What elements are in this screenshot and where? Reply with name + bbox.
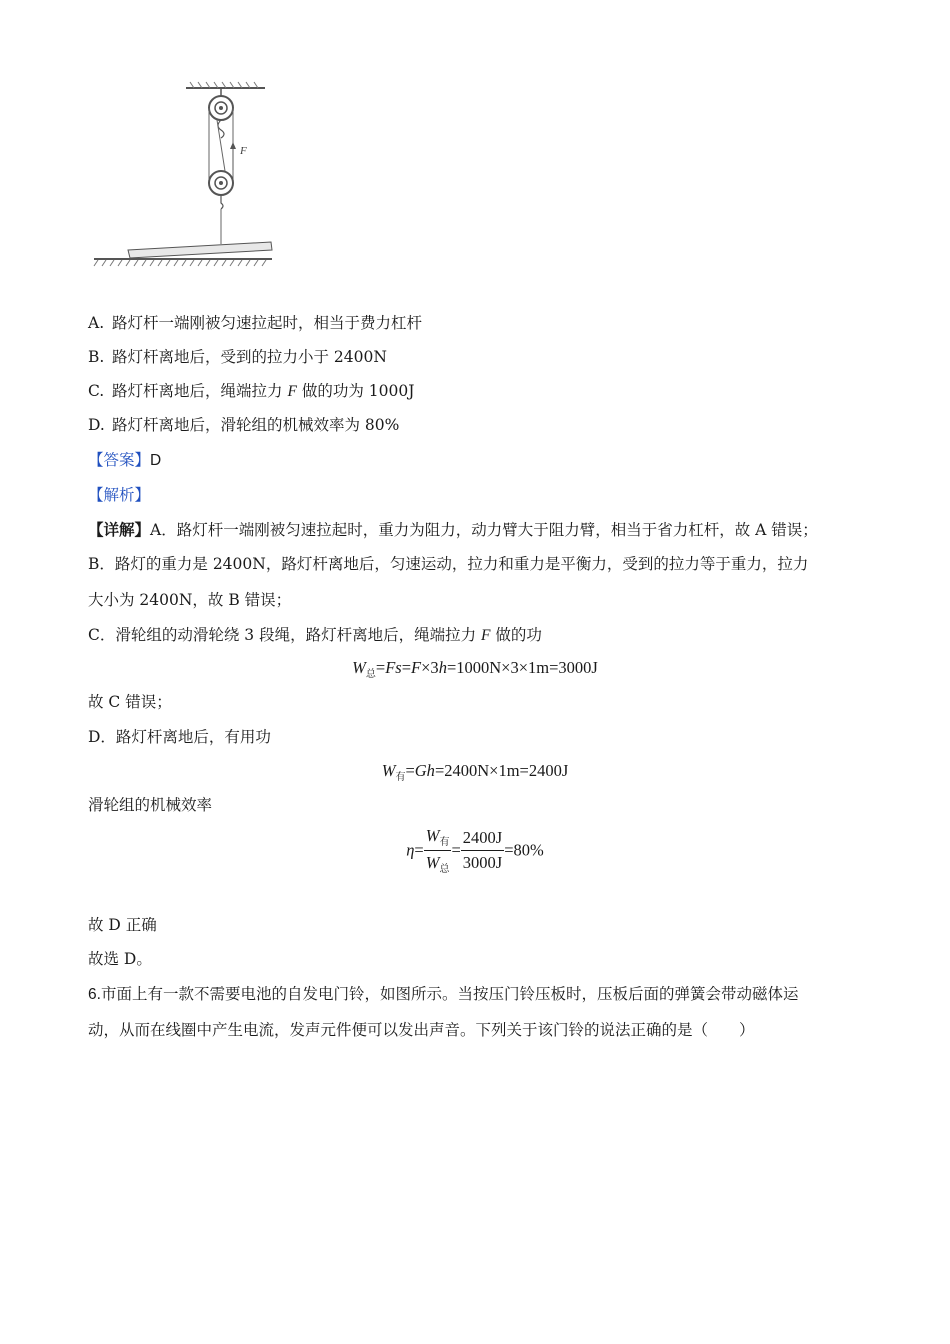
efficiency-label-line	[88, 795, 212, 815]
eq-result: =80%	[504, 840, 544, 860]
answer-line	[88, 450, 161, 471]
option-letter: C.	[88, 382, 105, 400]
efficiency-label: 滑轮组的机械效率	[88, 796, 213, 814]
option-text: 路灯杆离地后，滑轮组的机械效率为 80%	[112, 416, 400, 434]
option-d	[88, 415, 399, 435]
eq-symbol: Gh	[414, 761, 435, 780]
detail-a-line	[88, 520, 818, 540]
option-text: 路灯杆一端刚被匀速拉起时，相当于费力杠杆	[112, 314, 423, 332]
question-6-line2	[88, 1020, 755, 1040]
detail-b-line1	[88, 554, 808, 574]
eq-symbol: W	[352, 658, 366, 677]
fraction-w	[424, 826, 452, 875]
final-answer-line	[88, 949, 152, 969]
equation-useful-work	[0, 761, 950, 788]
force-arrow	[230, 142, 236, 170]
detail-b-text-1: B．路灯的重力是 2400N，路灯杆离地后，匀速运动，拉力和重力是平衡力，受到的拉力等于重力，拉力	[88, 555, 809, 573]
question-text: 市面上有一款不需要电池的自发电门铃，如图所示。当按压门铃压板时，压板后面的弹簧会带动磁体运	[100, 985, 799, 1003]
eq-eta-symbol: η	[406, 840, 415, 860]
eq-text: ×3	[421, 658, 439, 677]
answer-label: 【答案】	[88, 451, 151, 469]
eq-text: =1000N×3×1m=3000J	[446, 658, 598, 677]
ground-hatch	[94, 260, 266, 266]
analysis-label-text: 【解析】	[88, 486, 151, 504]
eq-subscript: 有	[395, 772, 406, 783]
fraction-numerator-value: 2400J	[462, 828, 503, 847]
option-letter: A.	[88, 314, 105, 332]
fraction-denominator-value: 3000J	[461, 850, 504, 873]
eq-text: =	[375, 658, 386, 677]
detail-b-line2	[88, 590, 291, 610]
eq-symbol: F	[411, 658, 422, 677]
analysis-label	[88, 485, 150, 505]
detail-d-line	[88, 727, 271, 747]
eq-subscript: 有	[439, 837, 450, 848]
eq-symbol: Fs	[385, 658, 402, 677]
eq-symbol: W	[425, 853, 440, 872]
detail-c-conclusion-text: 故 C 错误；	[88, 693, 172, 711]
movable-pulley	[209, 171, 233, 195]
option-letter: B.	[88, 348, 105, 366]
option-a	[88, 313, 422, 333]
eq-symbol: W	[425, 826, 440, 845]
fraction-numerator	[424, 826, 452, 850]
option-variable: F	[287, 383, 297, 400]
detail-a-text: A．路灯杆一端刚被匀速拉起时，重力为阻力，动力臂大于阻力臂，相当于省力杠杆，故 A 错误；	[150, 521, 818, 539]
detail-d-conclusion-text: 故 D 正确	[88, 916, 157, 934]
pulley-system-figure	[90, 80, 280, 275]
fixed-pulley	[209, 96, 233, 120]
option-c	[88, 381, 414, 402]
detail-label: 【详解】	[88, 520, 151, 539]
question-text: 动，从而在线圈中产生电流，发声元件便可以发出声音。下列关于该门铃的说法正确的是（ ）	[88, 1021, 755, 1039]
eq-text: =	[451, 840, 461, 860]
detail-b-text-2: 大小为 2400N，故 B 错误；	[88, 591, 292, 609]
eq-symbol: h	[438, 658, 447, 677]
final-answer-text: 故选 D。	[88, 950, 152, 968]
option-b	[88, 347, 387, 367]
detail-c-text-post: 做的功	[490, 626, 542, 644]
lamp-pole	[128, 242, 272, 258]
option-text: 路灯杆离地后，绳端拉力	[112, 382, 288, 400]
option-text: 路灯杆离地后，受到的拉力小于 2400N	[112, 348, 387, 366]
fraction-denominator	[424, 850, 452, 875]
equation-total-work	[0, 658, 950, 685]
option-letter: D.	[88, 416, 105, 434]
option-text: 做的功为 1000J	[296, 382, 415, 400]
eq-subscript: 总	[439, 864, 450, 875]
detail-c-variable: F	[481, 627, 491, 644]
eq-subscript: 总	[365, 669, 376, 680]
eq-text: =2400N×1m=2400J	[434, 761, 569, 780]
answer-value: D	[150, 452, 162, 469]
question-number: 6.	[88, 986, 101, 1003]
equation-efficiency	[0, 826, 950, 875]
detail-c-line	[88, 625, 542, 646]
detail-d-text: D．路灯杆离地后，有用功	[88, 728, 271, 746]
force-label: F	[240, 145, 247, 157]
eq-text: =	[401, 658, 412, 677]
fraction-values	[461, 828, 504, 873]
eq-text: =	[414, 840, 424, 860]
eq-text: =	[405, 761, 415, 780]
eq-symbol: W	[381, 761, 396, 780]
detail-d-conclusion	[88, 915, 157, 935]
question-6-line1	[88, 984, 798, 1005]
detail-c-conclusion	[88, 692, 172, 712]
detail-c-text-pre: C．滑轮组的动滑轮绕 3 段绳，路灯杆离地后，绳端拉力	[88, 626, 482, 644]
